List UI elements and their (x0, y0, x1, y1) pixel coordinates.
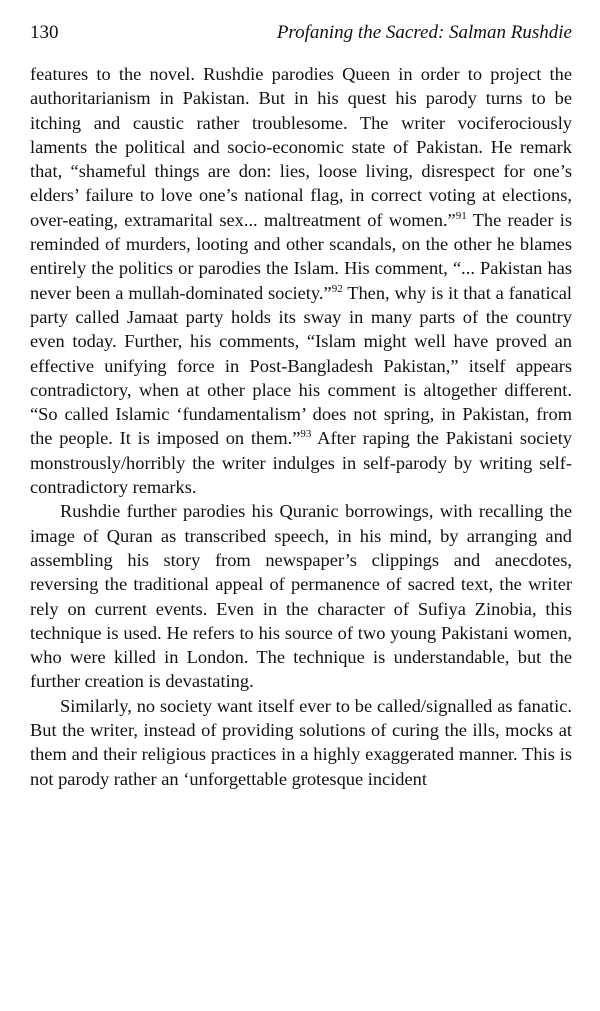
page-header (30, 22, 572, 44)
text-run: After raping the Pakistani society monstrously/horribly the writer indulges in self-parody by writing self-contradictory remarks. (30, 428, 572, 498)
page-number: 130 (30, 22, 59, 43)
text-run: Rushdie further parodies his Quranic borrowings, with recalling the image of Quran as transcribed speech, in his mind, by arranging and assembling his story from newspaper’s clippings and anecdotes, reversing the traditional appeal of permanence of sacred text, the writer rely on current events. Even in the character of Sufiya Zinobia, this technique is used. He refers to his source of two young Pakistani women, who were killed in London. The technique is understandable, but the further creation is devastating. (30, 501, 572, 692)
paragraph (30, 499, 572, 693)
footnote-ref: 91 (455, 209, 467, 222)
text-run: features to the novel. Rushdie parodies Queen in order to project the authoritarianism in Pakistan. But in his quest his parody turns to be itching and caustic rather troublesome. The writer vociferociously laments the political and socio-economic state of Pakistan. He remark that, “shameful things are don: lies, loose living, disrespect for one’s elders’ failure to love one’s national flag, in correct voting at elections, over-eating, extramarital sex... maltreatment of women.” (30, 64, 572, 230)
paragraph (30, 694, 572, 791)
footnote-ref: 93 (300, 428, 312, 441)
footnote-ref: 92 (331, 282, 343, 295)
paragraph (30, 62, 572, 499)
running-title: Profaning the Sacred: Salman Rushdie (276, 22, 572, 43)
text-run: The reader is reminded of murders, looting and other scandals, on the other he blames entirely the politics or parodies the Islam. His comment, “... Pakistan has never been a mullah-dominated society.” (30, 209, 572, 303)
body-text (30, 62, 572, 791)
text-run: Then, why is it that a fanatical party called Jamaat party holds its sway in many parts of the country even today. Further, his comments, “Islam might well have proved an effective unifying force in Post-Bangladesh Pakistan,” itself appears contradictory, when at other place his comment is altogether different. “So called Islamic ‘fundamentalism’ does not spring, in Pakistan, from the people. It is imposed on them.” (30, 282, 572, 449)
text-run: Similarly, no society want itself ever to be called/signalled as fanatic. But the writer, instead of providing solutions of curing the ills, mocks at them and their religious practices in a highly exaggerated manner. This is not parody rather an ‘unforgettable grotesque incident (30, 695, 572, 789)
